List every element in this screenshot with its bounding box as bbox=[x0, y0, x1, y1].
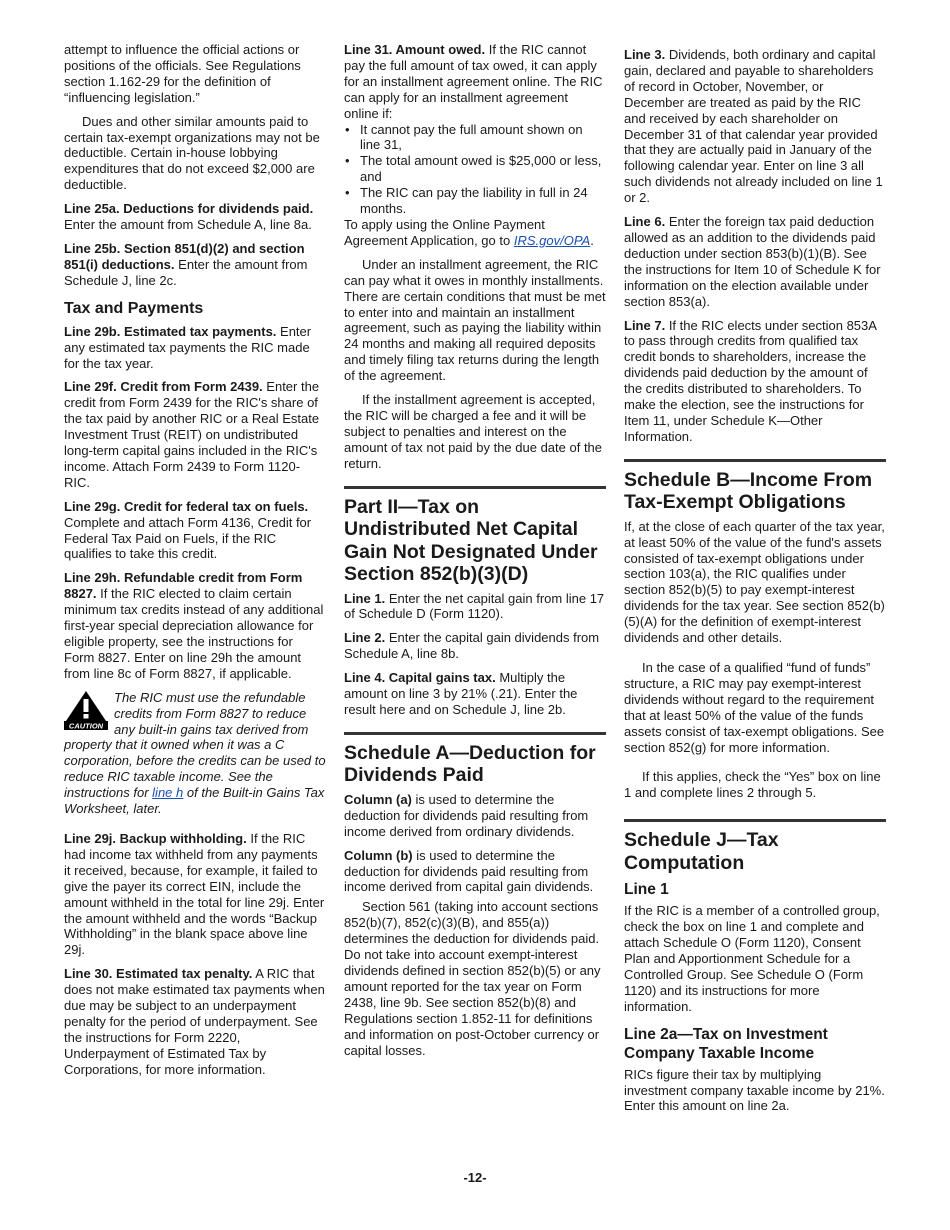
entry-body: Enter the amount from Schedule J, line 2c. bbox=[64, 256, 308, 288]
entry-heading: Column (b) bbox=[344, 847, 413, 863]
page-number: -12- bbox=[463, 1170, 487, 1185]
entry-heading: Line 31. Amount owed. bbox=[344, 42, 486, 57]
schedule-j-heading: Schedule J—Tax Computation bbox=[624, 819, 886, 874]
paragraph: If this applies, check the “Yes” box on line 1 and complete lines 2 through 5. bbox=[624, 769, 881, 801]
part-ii-heading: Part II—Tax on Undistributed Net Capital Gain Not Designated Under Section 852(b)(3)(D) bbox=[344, 486, 606, 586]
entry-heading: Line 29g. Credit for federal tax on fuels. bbox=[64, 498, 309, 514]
entry-heading: Line 7. bbox=[624, 317, 666, 333]
list-item: • It cannot pay the full amount shown on line 31, bbox=[344, 122, 606, 154]
paragraph: Dues and other similar amounts paid to certain tax-exempt organizations may not be deductible. Certain in-house lobbying expenditures that do not exceed $2,000 are deductible. bbox=[64, 113, 320, 193]
line-2a-heading: Line 2a—Tax on Investment Company Taxable Income bbox=[624, 1025, 828, 1062]
entry-body: Complete and attach Form 4136, Credit for Federal Tax Paid on Fuels, if the RIC qualifies to take this credit. bbox=[64, 514, 312, 562]
entry-heading: Line 29h. Refundable credit from Form 8827. bbox=[64, 570, 303, 602]
line-h-link[interactable]: line h bbox=[152, 785, 184, 801]
line-29g-entry bbox=[64, 499, 326, 563]
irs-opa-link[interactable]: IRS.gov/OPA bbox=[513, 232, 591, 248]
caution-label: CAUTION bbox=[68, 721, 104, 730]
schedule-a-heading: Schedule A—Deduction for Dividends Paid bbox=[344, 732, 606, 787]
list-item: • The RIC can pay the liability in full in 24 months. bbox=[344, 185, 606, 217]
entry-body: If the RIC elected to claim certain minimum tax credits instead of any additional first-year special depreciation allowance for eligible property, see the instructions for Form 8827. Enter on line 29h the amount from line 8c of Form 8827, if applicable. bbox=[64, 586, 324, 681]
entry-body: Multiply the amount on line 3 by 21% (.21). Enter the result here and on Schedule J, line 2b. bbox=[344, 670, 578, 717]
line-29b-entry bbox=[64, 324, 326, 372]
entry-heading: Line 1. bbox=[344, 590, 386, 606]
part-ii-line-2-entry bbox=[344, 630, 606, 662]
apply-online-entry: To apply using the Online Payment Agreement Application, go to IRS.gov/OPA. bbox=[344, 216, 594, 248]
entry-body: If the RIC elects under section 853A to pass through credits from qualified tax credit bonds to shareholders, increase the dividends paid deduction by the amount of the credits distributed to shareholders. To make the election, see the instructions for Item 11, under Schedule K—Other Information. bbox=[624, 317, 877, 444]
line-31-entry bbox=[344, 42, 606, 122]
entry-body: A RIC that does not make estimated tax payments when due may be subject to an underpayment penalty for the period of underpayment. See the instructions for Form 2220, Underpayment of Estimated Tax by Corporations, for more information. bbox=[64, 966, 325, 1077]
installment-conditions-list bbox=[344, 122, 606, 217]
entry-body: To apply using the Online Payment Agreement Application, go to bbox=[344, 216, 545, 248]
paragraph: If the RIC is a member of a controlled group, check the box on line 1 and complete and attach Schedule O (Form 1120), Consent Plan and Apportionment Schedule for a Controlled Group. See Schedule O (Form 1120) and its instructions for more information. bbox=[624, 903, 880, 1014]
list-item: • The total amount owed is $25,000 or less, and bbox=[344, 153, 606, 185]
entry-heading: Line 2. bbox=[344, 630, 386, 646]
paragraph: RICs figure their tax by multiplying investment company taxable income by 21%. Enter this amount on line 2a. bbox=[624, 1066, 885, 1114]
paragraph: Section 561 (taking into account sections 852(b)(7), 852(c)(3)(B), and 855(a)) determines the deduction for dividends paid. Do not take into account exempt-interest dividends defined in section 852(b)(5) or any amount reported for the tax year on Form 2438, line 9b. See section 852(b)(8) and Regulations section 1.852-11 for definitions and information on post-October currency or capital losses. bbox=[344, 899, 601, 1058]
schedule-b-heading: Schedule B—Income From Tax-Exempt Obligations bbox=[624, 459, 886, 514]
entry-heading: Column (a) bbox=[344, 791, 412, 807]
entry-heading: Line 29f. Credit from Form 2439. bbox=[64, 379, 263, 395]
line-7-entry bbox=[624, 318, 886, 445]
entry-body: Enter the foreign tax paid deduction allowed as an addition to the dividends paid deduction under section 853(b)(1)(B). See the instructions for Item 10 of Schedule K for information on the election available under section 853(a). bbox=[624, 214, 881, 309]
line-3-entry bbox=[624, 47, 886, 206]
entry-body: Enter the amount from Schedule A, line 8a. bbox=[64, 217, 312, 233]
entry-body: Enter any estimated tax payments the RIC made for the tax year. bbox=[64, 323, 312, 371]
line-29j-entry bbox=[64, 831, 326, 958]
entry-body: is used to determine the deduction for dividends paid resulting from income derived from ordinary dividends. bbox=[344, 791, 589, 839]
entry-heading: Line 30. Estimated tax penalty. bbox=[64, 966, 253, 982]
caution-icon bbox=[64, 690, 108, 730]
column-a-entry bbox=[344, 792, 606, 840]
entry-body: is used to determine the deduction for dividends paid resulting from income derived from capital gain dividends. bbox=[344, 847, 594, 895]
entry-body: If the RIC had income tax withheld from any payments it received, because, for example, it failed to give the payer its correct EIN, include the amount withheld in the total for line 29j. Enter the amount withheld and the words “Backup Withholding” in the blank space above line 29j. bbox=[64, 830, 325, 958]
paragraph: attempt to influence the official actions or positions of the officials. See Regulations section 1.162-29 for the definition of “influencing legislation.” bbox=[64, 42, 301, 105]
caution-note bbox=[64, 690, 326, 817]
column-1 bbox=[64, 42, 326, 1086]
line-29h-entry bbox=[64, 570, 326, 681]
paragraph: If the installment agreement is accepted, the RIC will be charged a fee and it will be subject to penalties and interest on the amount of tax not paid by the due date of the return. bbox=[344, 392, 603, 471]
entry-heading: Line 29b. Estimated tax payments. bbox=[64, 323, 277, 339]
entry-heading: Line 3. bbox=[624, 47, 666, 62]
entry-heading: Line 25b. Section 851(d)(2) and section 851(i) deductions. bbox=[64, 240, 305, 272]
entry-body: Enter the capital gain dividends from Schedule A, line 8b. bbox=[344, 630, 600, 662]
line-6-entry bbox=[624, 214, 886, 309]
entry-body: Dividends, both ordinary and capital gain, declared and payable to shareholders of record in October, November, or December are treated as paid by the RIC and received by each shareholder on December 31 of that calendar year provided that they are actually paid in January of the following calendar year. Enter on line 3 all such dividends not already included on line 1 or 2. bbox=[624, 47, 883, 206]
line-29f-entry bbox=[64, 379, 326, 490]
entry-body: Enter the net capital gain from line 17 of Schedule D (Form 1120). bbox=[344, 590, 605, 622]
entry-heading: Line 25a. Deductions for dividends paid. bbox=[64, 201, 314, 217]
paragraph: In the case of a qualified “fund of funds” structure, a RIC may pay exempt-interest dividends without regard to the requirement that at least 50% of the value of the funds assets consist of tax-exempt obligations. See section 852(g) for more information. bbox=[624, 660, 885, 755]
paragraph: If, at the close of each quarter of the tax year, at least 50% of the value of the fund's assets consisted of tax-exempt obligations under section 103(a), the RIC qualifies under section 852(b)(5) to pay exempt-interest dividends for the tax year. See section 852(b)(5)(A) for the definition of exempt-interest dividends and other details. bbox=[624, 518, 885, 646]
line-30-entry bbox=[64, 966, 326, 1077]
part-ii-line-4-entry bbox=[344, 670, 606, 718]
entry-body: If the RIC cannot pay the full amount of tax owed, it can apply for an installment agreement online. The RIC can apply for an installment agreement online if: bbox=[344, 42, 603, 121]
line-25b-entry bbox=[64, 241, 326, 289]
column-b-entry bbox=[344, 848, 606, 896]
column-3 bbox=[624, 47, 886, 1122]
entry-body: Enter the credit from Form 2439 for the RIC's share of the tax paid by another RIC or a Real Estate Investment Trust (REIT) on undistributed long-term capital gains included in the RIC's income. Attach Form 2439 to Form 1120-RIC. bbox=[64, 379, 320, 490]
paragraph: Under an installment agreement, the RIC can pay what it owes in monthly installments. There are certain conditions that must be met to enter into and maintain an installment agreement, such as paying the liability within 24 months and making all required deposits and timely filing tax returns during the length of the agreement. bbox=[344, 256, 606, 384]
entry-heading: Line 6. bbox=[624, 214, 666, 230]
part-ii-line-1-entry bbox=[344, 591, 606, 623]
entry-heading: Line 29j. Backup withholding. bbox=[64, 830, 247, 846]
entry-heading: Line 4. Capital gains tax. bbox=[344, 670, 496, 686]
line-25a-entry bbox=[64, 201, 326, 233]
caution-text: The RIC must use the refundable credits from Form 8827 to reduce any built-in gains tax derived from property that it owned when it was a C corporation, before the credits can be used to reduce RIC taxable income. See the instructions for bbox=[64, 689, 326, 801]
line-1-heading: Line 1 bbox=[624, 881, 669, 899]
tax-and-payments-heading: Tax and Payments bbox=[64, 299, 204, 317]
column-2 bbox=[344, 42, 606, 1066]
caution-text-end: of the Built-in Gains Tax Worksheet, later. bbox=[64, 785, 325, 817]
